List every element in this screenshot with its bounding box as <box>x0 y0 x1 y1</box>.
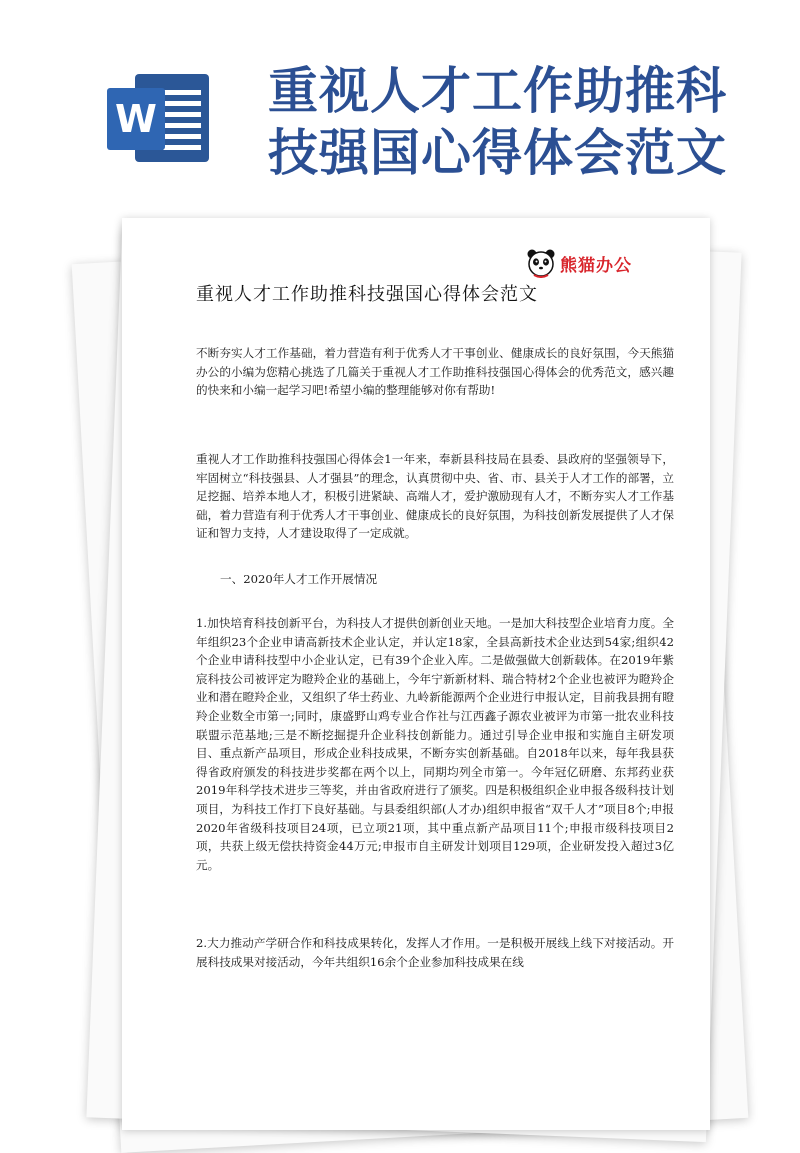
header-banner <box>0 0 800 210</box>
panda-icon <box>526 248 556 278</box>
brand-logo <box>526 246 632 280</box>
paragraph: 不断夯实人才工作基础，着力营造有利于优秀人才干事创业、健康成长的良好氛围，今天熊猫办公的小编为您精心挑选了几篇关于重视人才工作助推科技强国心得体会的优秀范文，感兴趣的快来和小编一起学习吧!希望小编的整理能够对你有帮助! <box>196 346 674 398</box>
document-page <box>122 218 710 1130</box>
inner-title: 重视人才工作助推科技强国心得体会范文 <box>196 284 538 305</box>
paragraph: 1.加快培育科技创新平台，为科技人才提供创新创业天地。一是加大科技型企业培育力度。全年组织23个企业申请高新技术企业认定，并认定18家，全县高新技术企业达到54家;组织42个企业申请科技型中小企业认定，已有39个企业入库。二是做强做大创新载体。在2019年紫宸科技公司被评定为瞪羚企业的基础上，今年宁新新材料、瑞合特材2个企业也被评为瞪羚企业和潜在瞪羚企业，又组织了华士药业、九岭新能源两个企业进行申报认定，目前我县拥有瞪羚企业数全市第一;同时，康盛野山鸡专业合作社与江西鑫子源农业被评为市第一批农业科技联盟示范基地;三是不断挖掘提升企业科技创新能力。通过引导企业申报和实施自主研发项目、重点新产品项目，形成企业科技成果，不断夯实创新基础。自2018年以来，每年我县获得省政府颁发的科技进步奖都在两个以上，同期均列全市第一。今年冠亿研磨、东邦药业获2019年科学技术进步三等奖，并由省政府进行了颁奖。四是积极组织企业申报各级科技计划项目，为科技工作打下良好基础。与县委组织部(人才办)组织申报省“双千人才”项目8个;申报2020年省级科技项目24项，已立项21项，其中重点新产品项目11个;申报市级科技项目2项，共获上级无偿扶持资金44万元;申报市自主研发计划项目129项，企业研发投入超过3亿元。 <box>196 616 674 872</box>
brand-name: 熊猫办公 <box>560 255 632 276</box>
word-document-icon <box>105 68 215 168</box>
section-heading: 一、2020年人才工作开展情况 <box>220 572 378 586</box>
document-title: 重视人才工作助推科技强国心得体会范文 <box>268 62 727 182</box>
svg-text:W: W <box>115 97 157 141</box>
paragraph: 2.大力推动产学研合作和科技成果转化，发挥人才作用。一是积极开展线上线下对接活动。开展科技成果对接活动，今年共组织16余个企业参加科技成果在线 <box>196 936 674 969</box>
paragraph: 重视人才工作助推科技强国心得体会1一年来，奉新县科技局在县委、县政府的坚强领导下，牢固树立“科技强县、人才强县”的理念，认真贯彻中央、省、市、县关于人才工作的部署，立足挖掘、培养本地人才，积极引进紧缺、高端人才，爱护激励现有人才，不断夯实人才工作基础，着力营造有利于优秀人才干事创业、健康成长的良好氛围，为科技创新发展提供了人才保证和智力支持，人才建设取得了一定成就。 <box>196 452 674 541</box>
